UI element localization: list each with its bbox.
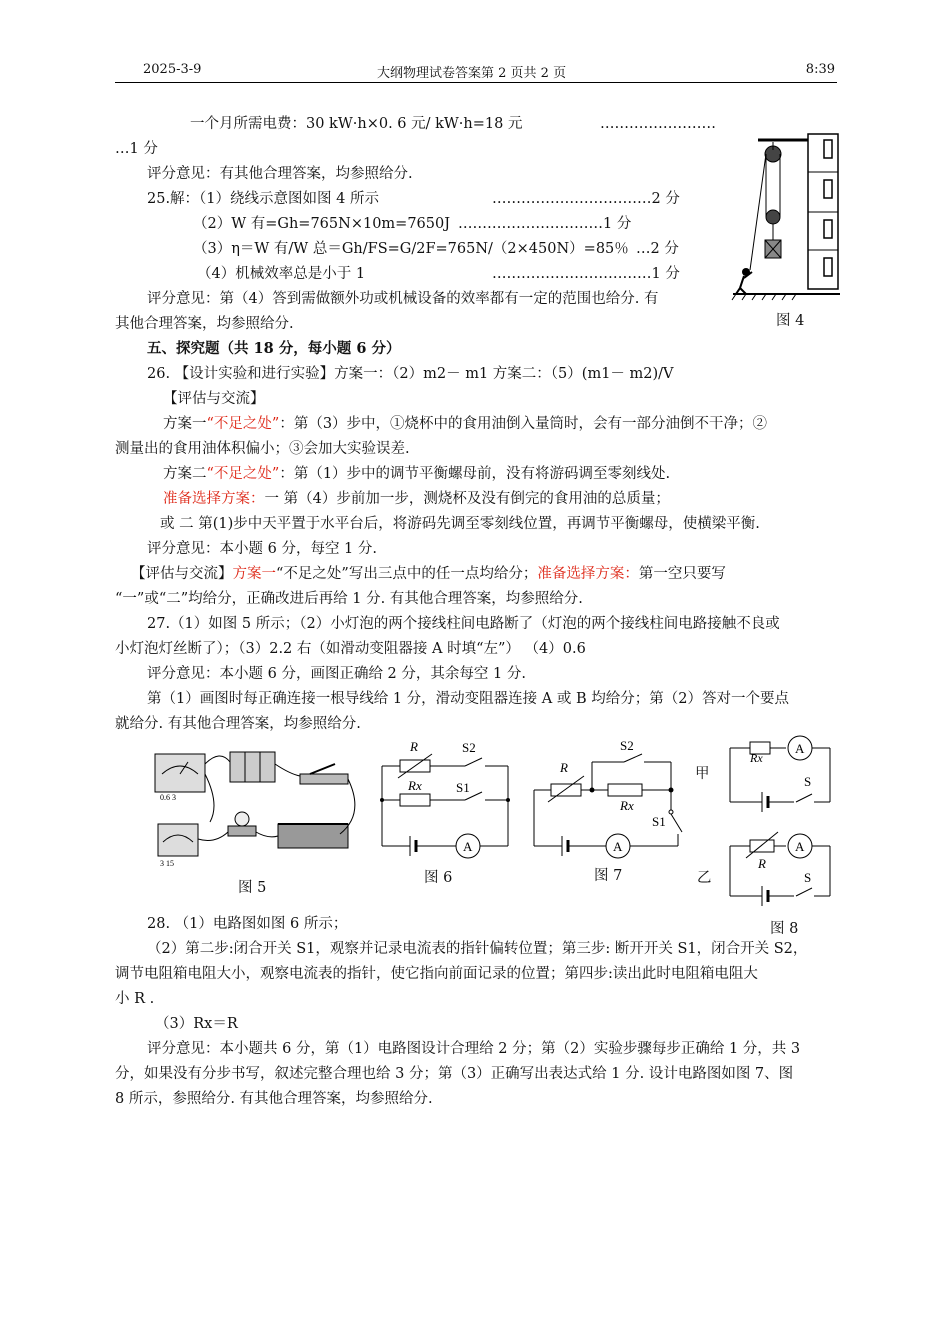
- page-header: [115, 60, 837, 83]
- label-R: R: [758, 856, 766, 871]
- text-line: …1 分: [115, 141, 158, 157]
- header-title: 大纲物理试卷答案第 2 页共 2 页: [377, 66, 567, 81]
- label-S1: S1: [456, 780, 470, 795]
- q25-line: 25.解：（1）绕线示意图如图 4 所示: [147, 191, 379, 207]
- label-yi: 乙: [697, 870, 712, 886]
- figure-8-caption: 图 8: [770, 921, 799, 937]
- q26-line: 准备选择方案：一 第（4）步前加一步，测烧杯及没有倒完的食用油的总质量；: [163, 491, 670, 507]
- figure-6-circuit: [370, 738, 520, 866]
- figure-4-caption: 图 4: [776, 313, 805, 329]
- dots: ……………………………1 分: [492, 266, 680, 282]
- q28-line: 28. （1）电路图如图 6 所示；: [147, 916, 348, 932]
- q26-line: 26. 【设计实验和进行实验】方案一：（2）m2－ m1 方案二：（5）(m1－ m2)/V: [147, 366, 674, 382]
- q28-line: 评分意见：本小题共 6 分，第（1）电路图设计合理给 2 分；第（2）实验步骤每步正确给 1 分，共 3: [147, 1041, 801, 1057]
- figure-6-caption: 图 6: [424, 870, 453, 886]
- label-S1: S1: [652, 814, 666, 829]
- ammeter-label: A: [463, 839, 473, 854]
- ammeter-label: A: [795, 741, 805, 756]
- q27-line: 27.（1）如图 5 所示；（2）小灯泡的两个接线柱间电路断了（灯泡的两个接线柱间电路接触不良或: [147, 616, 780, 632]
- label-Rx: Rx: [408, 778, 422, 793]
- q26-line: 【评估与交流】方案一“不足之处”写出三点中的任一点均给分；准备选择方案：第一空只要写: [131, 566, 726, 582]
- figure-7-circuit: [526, 736, 696, 866]
- figure-5-caption: 图 5: [238, 880, 267, 896]
- figure-8-circuits: [722, 732, 840, 912]
- label-Rx: Rx: [620, 798, 634, 813]
- q26-line: 方案二“不足之处”：第（1）步中的调节平衡螺母前，没有将游码调至零刻线处.: [163, 466, 671, 482]
- svg-text:0.6 3: 0.6 3: [160, 793, 176, 802]
- q28-line: 分，如果没有分步书写，叙述完整合理也给 3 分；第（3）正确写出表达式给 1 分. 设计电路图如图 7、图: [115, 1066, 794, 1082]
- figure-5-circuit-photo: [150, 744, 362, 874]
- label-S2: S2: [620, 738, 634, 753]
- dots: ……………………………2 分: [492, 191, 680, 207]
- ammeter-label: A: [795, 839, 805, 854]
- label-S: S: [804, 870, 812, 885]
- dots: …2 分: [636, 241, 679, 257]
- label-Rx: Rx: [750, 751, 763, 765]
- label-S: S: [804, 774, 812, 789]
- label-R: R: [410, 739, 418, 754]
- q28-line: （2）第二步:闭合开关 S1，观察并记录电流表的指针偏转位置；第三步: 断开开关 S1，闭合开关 S2，: [147, 941, 808, 957]
- q26-line: 评分意见：本小题 6 分，每空 1 分.: [147, 541, 377, 557]
- label-jia: 甲: [695, 766, 710, 782]
- q25-line: （2）W 有=Gh=765N×10m=7650J: [193, 216, 451, 232]
- q27-line: 第（1）画图时每正确连接一根导线给 1 分，滑动变阻器连接 A 或 B 均给分；第（2）答对一个要点: [147, 691, 789, 707]
- q26-line: 【评估与交流】: [163, 391, 265, 407]
- text-line: 一个月所需电费：30 kW·h×0. 6 元/ kW·h=18 元: [190, 116, 523, 132]
- q28-line: 调节电阻箱电阻大小，观察电流表的指针，使它指向前面记录的位置；第四步:读出此时电阻箱电阻大: [115, 966, 758, 982]
- q25-line: 其他合理答案，均参照给分.: [115, 316, 294, 332]
- text-line: 评分意见：有其他合理答案，均参照给分.: [147, 166, 413, 182]
- q25-line: （4）机械效率总是小于 1: [197, 266, 366, 282]
- q27-line: 评分意见：本小题 6 分，画图正确给 2 分，其余每空 1 分.: [147, 666, 526, 682]
- q26-line: 或 二 第(1)步中天平置于水平台后，将游码先调至零刻线位置，再调节平衡螺母，使横梁平衡.: [160, 516, 760, 532]
- q25-line: （3）η＝W 有/W 总＝Gh/FS=G/2F=765N/（2×450N）=85％: [193, 241, 629, 257]
- label-S2: S2: [462, 740, 476, 755]
- section-title: 五、探究题（共 18 分，每小题 6 分）: [147, 340, 401, 357]
- dots: ……………………: [600, 116, 716, 132]
- q26-line: 方案一“不足之处”：第（3）步中，①烧杯中的食用油倒入量筒时，会有一部分油倒不干净；②: [163, 416, 768, 432]
- q26-line: “一”或“二”均给分，正确改进后再给 1 分. 有其他合理答案，均参照给分.: [115, 591, 583, 607]
- svg-text:3 15: 3 15: [160, 859, 174, 868]
- figure-4-pulley: [728, 132, 843, 302]
- q28-line: （3）Rx＝R: [155, 1016, 238, 1032]
- label-R: R: [560, 760, 568, 775]
- header-date: 2025-3-9: [143, 62, 202, 77]
- dots: …………………………1 分: [458, 216, 632, 232]
- ammeter-label: A: [613, 839, 623, 854]
- figure-7-caption: 图 7: [594, 868, 623, 884]
- q27-line: 小灯泡灯丝断了）；（3）2.2 右（如滑动变阻器接 A 时填“左”） （4）0.6: [115, 641, 586, 657]
- q27-line: 就给分. 有其他合理答案，均参照给分.: [115, 716, 361, 732]
- q28-line: 8 所示，参照给分. 有其他合理答案，均参照给分.: [115, 1091, 433, 1107]
- q26-line: 测量出的食用油体积偏小；③会加大实验误差.: [115, 441, 410, 457]
- q25-line: 评分意见：第（4）答到需做额外功或机械设备的效率都有一定的范围也给分. 有: [147, 291, 659, 307]
- q28-line: 小 R .: [115, 991, 155, 1007]
- header-time: 8:39: [805, 62, 835, 77]
